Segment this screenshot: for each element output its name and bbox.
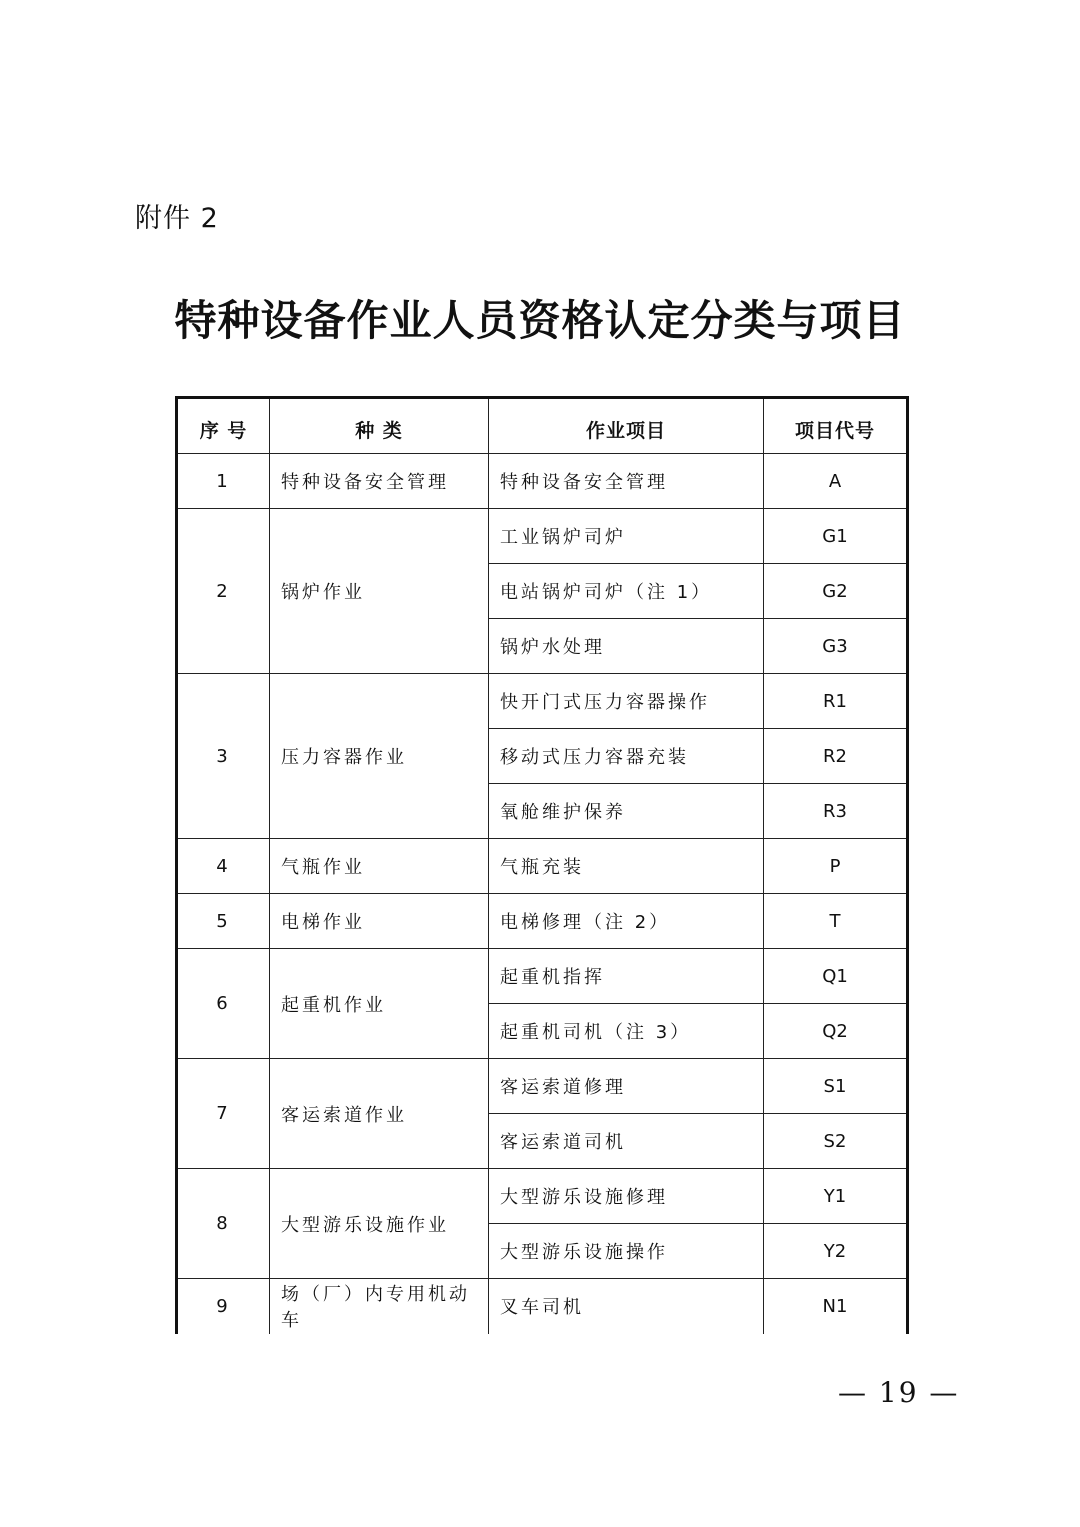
row-item: 起重机指挥 — [489, 949, 764, 1004]
row-category: 气瓶作业 — [270, 839, 489, 894]
row-item: 电站锅炉司炉（注 1） — [489, 564, 764, 619]
table-row — [177, 894, 908, 949]
page-number: — 19 — — [838, 1376, 960, 1409]
row-code: S2 — [764, 1114, 908, 1169]
row-item: 氧舱维护保养 — [489, 784, 764, 839]
row-code: Q2 — [764, 1004, 908, 1059]
row-code: G3 — [764, 619, 908, 674]
table-body — [177, 454, 908, 1334]
table-row — [177, 949, 908, 1004]
row-category: 压力容器作业 — [270, 674, 489, 839]
row-number: 1 — [177, 454, 270, 509]
row-item: 气瓶充装 — [489, 839, 764, 894]
row-category: 电梯作业 — [270, 894, 489, 949]
row-code: R3 — [764, 784, 908, 839]
row-number: 9 — [177, 1279, 270, 1334]
header-code: 项目代号 — [764, 398, 908, 454]
row-category: 客运索道作业 — [270, 1059, 489, 1169]
row-number: 2 — [177, 509, 270, 674]
row-code: G2 — [764, 564, 908, 619]
row-code: Y2 — [764, 1224, 908, 1279]
row-number: 4 — [177, 839, 270, 894]
row-code: P — [764, 839, 908, 894]
document-title: 特种设备作业人员资格认定分类与项目 — [174, 296, 906, 345]
qualification-table — [175, 396, 909, 1334]
row-item: 大型游乐设施修理 — [489, 1169, 764, 1224]
row-item: 特种设备安全管理 — [489, 454, 764, 509]
table-row — [177, 1169, 908, 1224]
header-number: 序 号 — [177, 398, 270, 454]
row-item: 锅炉水处理 — [489, 619, 764, 674]
row-code: S1 — [764, 1059, 908, 1114]
row-number: 8 — [177, 1169, 270, 1279]
row-item: 电梯修理（注 2） — [489, 894, 764, 949]
table-row — [177, 1279, 908, 1334]
row-category: 特种设备安全管理 — [270, 454, 489, 509]
row-item: 客运索道司机 — [489, 1114, 764, 1169]
row-item: 叉车司机 — [489, 1279, 764, 1334]
row-category: 场（厂）内专用机动车 — [270, 1279, 489, 1334]
row-code: Y1 — [764, 1169, 908, 1224]
row-code: Q1 — [764, 949, 908, 1004]
row-category: 大型游乐设施作业 — [270, 1169, 489, 1279]
row-code: A — [764, 454, 908, 509]
table-row — [177, 839, 908, 894]
row-item: 起重机司机（注 3） — [489, 1004, 764, 1059]
row-number: 5 — [177, 894, 270, 949]
table-row — [177, 1059, 908, 1114]
row-item: 快开门式压力容器操作 — [489, 674, 764, 729]
attachment-label: 附件 2 — [135, 203, 219, 234]
table-row — [177, 674, 908, 729]
row-category: 锅炉作业 — [270, 509, 489, 674]
row-code: T — [764, 894, 908, 949]
table-row — [177, 454, 908, 509]
row-item: 工业锅炉司炉 — [489, 509, 764, 564]
row-item: 移动式压力容器充装 — [489, 729, 764, 784]
row-category: 起重机作业 — [270, 949, 489, 1059]
row-number: 6 — [177, 949, 270, 1059]
row-number: 3 — [177, 674, 270, 839]
row-item: 客运索道修理 — [489, 1059, 764, 1114]
row-code: N1 — [764, 1279, 908, 1334]
row-code: R2 — [764, 729, 908, 784]
header-category: 种 类 — [270, 398, 489, 454]
row-item: 大型游乐设施操作 — [489, 1224, 764, 1279]
row-number: 7 — [177, 1059, 270, 1169]
table-header-row — [177, 398, 908, 454]
row-code: R1 — [764, 674, 908, 729]
header-item: 作业项目 — [489, 398, 764, 454]
table-row — [177, 509, 908, 564]
row-code: G1 — [764, 509, 908, 564]
